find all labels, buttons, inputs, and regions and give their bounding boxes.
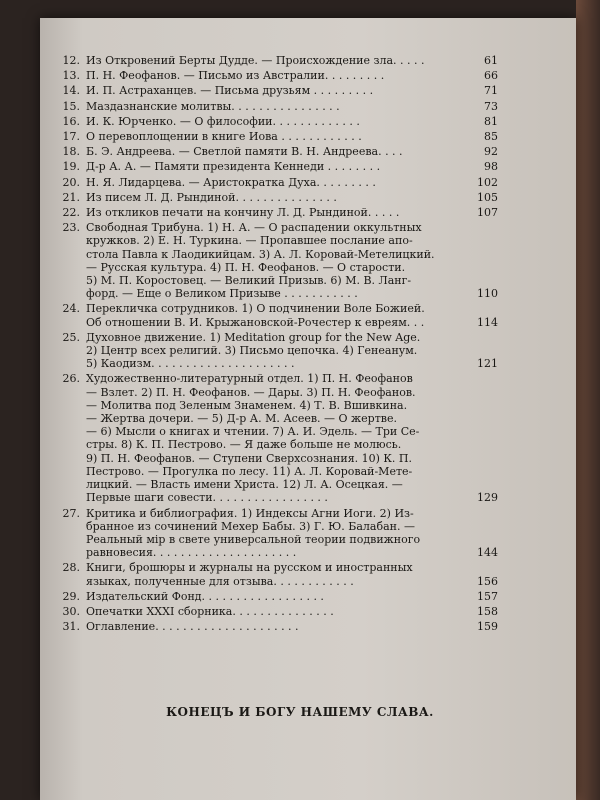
toc-entry — [58, 176, 498, 189]
page-number: 73 — [484, 99, 498, 113]
entry-line: 5) М. П. Коростовец. — Великий Призыв. 6) М. В. Ланг- — [86, 274, 412, 288]
entry-line: Опечатки XXXI сборника. . . . . . . . . . . . . . . — [86, 604, 334, 618]
entry-number: 29. — [62, 589, 80, 603]
page-number: 156 — [477, 574, 498, 588]
entry-line: Первые шаги совести. . . . . . . . . . . . . . . . . — [86, 491, 328, 505]
entry-number: 15. — [62, 99, 80, 113]
entry-line: 5) Каодизм. . . . . . . . . . . . . . . . . . . . . — [86, 357, 295, 371]
page-number: 92 — [484, 145, 498, 159]
entry-line: Издательский Фонд. . . . . . . . . . . . . . . . . . — [86, 589, 324, 603]
toc-entry — [58, 372, 498, 504]
entry-line: стры. 8) К. П. Пестрово. — Я даже больше не молюсь. — [86, 438, 402, 452]
entry-number: 23. — [62, 221, 80, 235]
entry-line: Свободная Трибуна. 1) Н. А. — О распадении оккультных — [86, 221, 422, 235]
entry-number: 16. — [62, 114, 80, 128]
toc-entry — [58, 605, 498, 618]
toc-entry — [58, 620, 498, 633]
page-number: 98 — [484, 160, 498, 174]
page-number: 66 — [484, 69, 498, 83]
toc-entry — [58, 160, 498, 173]
page-number: 157 — [477, 589, 498, 603]
table-of-contents — [58, 54, 498, 635]
toc-entry — [58, 145, 498, 158]
entry-line: — Молитва под Зеленым Знаменем. 4) Т. В. Вшивкина. — [86, 398, 408, 412]
entry-line: кружков. 2) Е. Н. Туркина. — Пропавшее послание апо- — [86, 234, 413, 248]
page-number: 110 — [477, 287, 498, 301]
entry-line: Художественно-литературный отдел. 1) П. Н. Феофанов — [86, 372, 413, 386]
entry-line: Из писем Л. Д. Рындиной. . . . . . . . . . . . . . . — [86, 190, 337, 204]
entry-line: И. К. Юрченко. — О философии. . . . . . . . . . . . . — [86, 114, 360, 128]
entry-line: И. П. Астраханцев. — Письма друзьям . . . . . . . . . — [86, 84, 374, 98]
entry-line: Н. Я. Лидарцева. — Аристократка Духа. . . . . . . . . — [86, 175, 376, 189]
entry-number: 14. — [62, 84, 80, 98]
page-number: 159 — [477, 620, 498, 634]
toc-entry — [58, 191, 498, 204]
entry-line: Из Откровений Берты Дудде. — Происхождение зла. . . . . — [86, 54, 425, 67]
entry-line: П. Н. Феофанов. — Письмо из Австралии. . . . . . . . . — [86, 69, 385, 83]
toc-entry — [58, 84, 498, 97]
entry-line: лицкий. — Власть имени Христа. 12) Л. А. Осецкая. — — [86, 478, 403, 492]
entry-line: Д-р А. А. — Памяти президента Кеннеди . . . . . . . . — [86, 160, 381, 174]
entry-line: Книги, брошюры и журналы на русском и иностранных — [86, 561, 413, 575]
page-number: 81 — [484, 114, 498, 128]
page-number: 158 — [477, 604, 498, 618]
entry-line: Б. Э. Андреева. — Светлой памяти В. Н. Андреева. . . . — [86, 145, 403, 159]
page-number: 121 — [477, 357, 498, 371]
entry-line: — Жертва дочери. — 5) Д-р А. М. Асеев. — О жертве. — [86, 412, 398, 426]
book-spine-edge — [576, 0, 600, 800]
entry-line: форд. — Еще о Великом Призыве . . . . . . . . . . . — [86, 287, 358, 301]
entry-line: равновесия. . . . . . . . . . . . . . . . . . . . . — [86, 546, 297, 560]
entry-number: 19. — [62, 160, 80, 174]
page-number: 144 — [477, 546, 498, 560]
entry-number: 27. — [62, 506, 80, 520]
entry-line: бранное из сочинений Мехер Бабы. 3) Г. Ю. Балабан. — — [86, 519, 415, 533]
entry-line: стола Павла к Лаодикийцам. 3) А. Л. Коровай-Метелицкий. — [86, 247, 435, 261]
entry-line: — Взлет. 2) П. Н. Феофанов. — Дары. 3) П. Н. Феофанов. — [86, 385, 416, 399]
entry-number: 26. — [62, 372, 80, 386]
entry-line: Реальный мiр в свете универсальной теории подвижного — [86, 532, 421, 546]
entry-number: 12. — [62, 54, 80, 67]
toc-entry — [58, 115, 498, 128]
entry-number: 28. — [62, 561, 80, 575]
closing-line: КОНЕЦЪ И БОГУ НАШЕМУ СЛАВА. — [166, 705, 434, 719]
entry-line: Пестрово. — Прогулка по лесу. 11) А. Л. Коровай-Мете- — [86, 464, 413, 478]
entry-line: Духовное движение. 1) Meditation group for the New Age. — [86, 330, 421, 344]
entry-number: 20. — [62, 175, 80, 189]
page-number: 85 — [484, 130, 498, 144]
page-number: 71 — [484, 84, 498, 98]
entry-number: 25. — [62, 330, 80, 344]
entry-line: Об отношении В. И. Крыжановской-Рочестер к евреям. . . — [86, 315, 425, 329]
entry-number: 30. — [62, 604, 80, 618]
entry-line: Оглавление. . . . . . . . . . . . . . . . . . . . . — [86, 620, 299, 634]
toc-entry — [58, 130, 498, 143]
entry-line: — Русская культура. 4) П. Н. Феофанов. — О старости. — [86, 260, 406, 274]
page-number: 102 — [477, 175, 498, 189]
entry-number: 24. — [62, 302, 80, 316]
toc-entry — [58, 331, 498, 371]
entry-number: 22. — [62, 206, 80, 220]
toc-entry — [58, 302, 498, 328]
page-number: 107 — [477, 206, 498, 220]
entry-line: языках, полученные для отзыва. . . . . . . . . . . . — [86, 574, 354, 588]
page-number: 61 — [484, 54, 498, 67]
toc-entry — [58, 100, 498, 113]
entry-number: 13. — [62, 69, 80, 83]
entry-line: Критика и библиография. 1) Индексы Агни Иоги. 2) Из- — [86, 506, 414, 520]
entry-number: 21. — [62, 190, 80, 204]
entry-number: 17. — [62, 130, 80, 144]
entry-number: 18. — [62, 145, 80, 159]
toc-entry — [58, 54, 498, 67]
page-number: 114 — [477, 315, 498, 329]
toc-entry — [58, 206, 498, 219]
toc-entry — [58, 69, 498, 82]
page-number: 105 — [477, 190, 498, 204]
toc-entry — [58, 590, 498, 603]
entry-number: 31. — [62, 620, 80, 634]
entry-line: Из откликов печати на кончину Л. Д. Рындиной. . . . . — [86, 206, 400, 220]
page-number: 129 — [477, 491, 498, 505]
entry-line: Перекличка сотрудников. 1) О подчинении Воле Божией. — [86, 302, 425, 316]
entry-line: 9) П. Н. Феофанов. — Ступени Сверхсознания. 10) К. П. — [86, 451, 413, 465]
entry-line: О перевоплощении в книге Иова . . . . . . . . . . . . — [86, 130, 362, 144]
toc-entry — [58, 221, 498, 300]
toc-entry — [58, 561, 498, 587]
entry-line: — 6) Мысли о книгах и чтении. 7) А. И. Эдель. — Три Се- — [86, 425, 420, 439]
entry-line: 2) Центр всех религий. 3) Письмо цепочка. 4) Генеанум. — [86, 344, 418, 358]
toc-entry — [58, 507, 498, 560]
entry-line: Маздазнанские молитвы. . . . . . . . . . . . . . . . — [86, 99, 340, 113]
